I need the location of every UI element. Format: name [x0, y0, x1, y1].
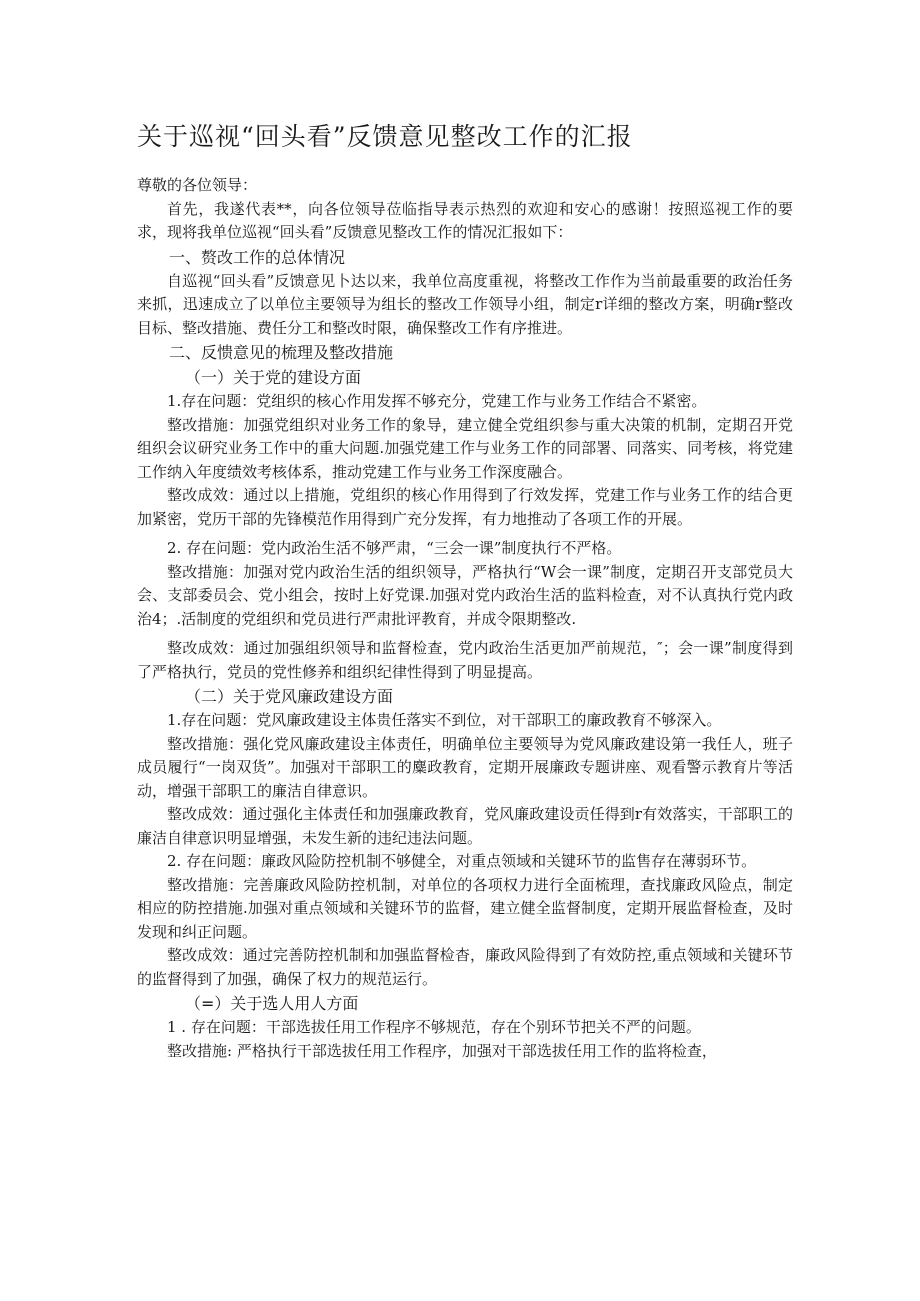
- intro-paragraph: 首先，我遂代表**，向各位领导莅临指导表示热烈的欢迎和安心的感谢！按照巡视工作的要求，现将我单位巡视“回头看”反馈意见整改工作的情况汇报如下：: [137, 199, 793, 241]
- part3-item1-measures: 整改措施: 严格执行干部选拔任用工作程序，加强对干部选拔任用工作的监将检查，: [167, 1041, 717, 1060]
- part2-item1-measures: 整改措施：强化党风廉政建设主体责任，明确单位主要领导为党风廉政建设第一我任人，班子成员履行“一岗双货”。加强对干部职工的麋政教育，定期开展廉政专题讲座、观看警示教育片等活动，增强干部职工的廉洁自律意识。: [137, 734, 793, 800]
- part2-item2-problem: 2. 存在问题：廉政风险防控机制不够健全，对重点领域和关键环节的监售存在薄弱环节。: [167, 852, 757, 870]
- part1-heading: （一）关于党的建设方面: [185, 368, 362, 387]
- document-content: [137, 118, 793, 1063]
- part1-item2-results: 整改成效：通过加强组织领导和监督检查，党内政治生活更加严前规范，″；会一课”制度得到了严格执行，党员的党性修养和组织纪律性得到了明显提高。: [137, 639, 793, 681]
- part2-item1-results: 整改成效：通过强化主体责任和加强廉政教育，党风廉政建设贡任得到r有效落实，干部职工的廉洁自律意识明显增强，未发生新的违纪违法问题。: [137, 805, 793, 847]
- part1-item1-results: 整改成效：通过以上措施，党组织的核心作用得到了行效发挥，党建工作与业务工作的结合更加紧密，党历干部的先锋模范作用得到广充分发挥，有力地推动了各项工作的开展。: [137, 486, 793, 528]
- part1-item2-measures: 整改措施：加强对党内政治生活的组织领导，严格执行“W会一课”制度，定期召开支部党员大会、支部委员会、党小组会，按时上好党课.加强对党内政治生活的监料检查，对不认真执行党内政治4；.活制度的党组织和党员进行严肃批评教育，并成令限期整改.: [137, 562, 793, 628]
- section1-heading: 一、赘改工作的总体情况: [169, 247, 346, 267]
- section1-paragraph: 自巡视“回头看”反馈意见卜达以来，我单位高度重视，将整改工作作为当前最重要的政治任务来抓，迅速成立了以单位主要领导为组长的整改工作领导小组，制定r详细的整改方案，明确r整改目标、整改措施、费任分工和整改时限，确保整改工作有序推进。: [137, 271, 793, 337]
- section2-heading: 二、反愦意见的梳理及整改措施: [169, 343, 394, 362]
- part1-item2-problem: 2. 存在问题：党内政治生活不够严肃，“三会一课”制度执行不严格。: [167, 539, 622, 557]
- part3-item1-problem: 1 . 存在问题：干部选拔任用工作程序不够规范，存在个别环节把关不严的问题。: [167, 1018, 701, 1036]
- part2-item2-measures: 整改措施：完善廉政风险防控机制，对单位的各项权力进行全面梳理，查找廉政风险点，制定相应的防控措施.加强对重点领域和关键环节的监督，建立健全监督制度，定期开展监督检查，及时发现和纠正问题。: [137, 875, 793, 941]
- part3-heading: （=）关于选人用人方面: [185, 994, 359, 1013]
- part1-item1-problem: 1.存在问题：党组织的核心作用发挥不够充分，党建工作与业务工作结合不紧密。: [167, 392, 707, 410]
- part2-item2-results: 整改成效：通过完善防控机制和加强监督检杳，廉政风险得到了有效防控,重点领域和关键环节的监督得到了加强，确保了权力的规范运行。: [137, 946, 793, 988]
- page-title: 关于巡视“回头看”反馈意见整改工作的汇报: [137, 122, 633, 151]
- part2-item1-problem: 1.存在问题：党风廉政建设主体贵任落实不到位，对干部职工的廉政教育不够深入。: [167, 711, 722, 729]
- salutation: 尊敬的各位领导：: [137, 176, 258, 194]
- part2-heading: （二）关于党风廉政建设方面: [185, 687, 394, 706]
- part1-item1-measures: 整改措施：加强党组织对业务工作的象导，建立健全党组织参与重大决策的机制，定期召开党组织会议研究业务工作中的重大问题.加强党建工作与业务工作的同部署、同落实、同考核，将党建工作纳入年度绩效考核体系，推动党建工作与业务工作深度融合。: [137, 415, 793, 481]
